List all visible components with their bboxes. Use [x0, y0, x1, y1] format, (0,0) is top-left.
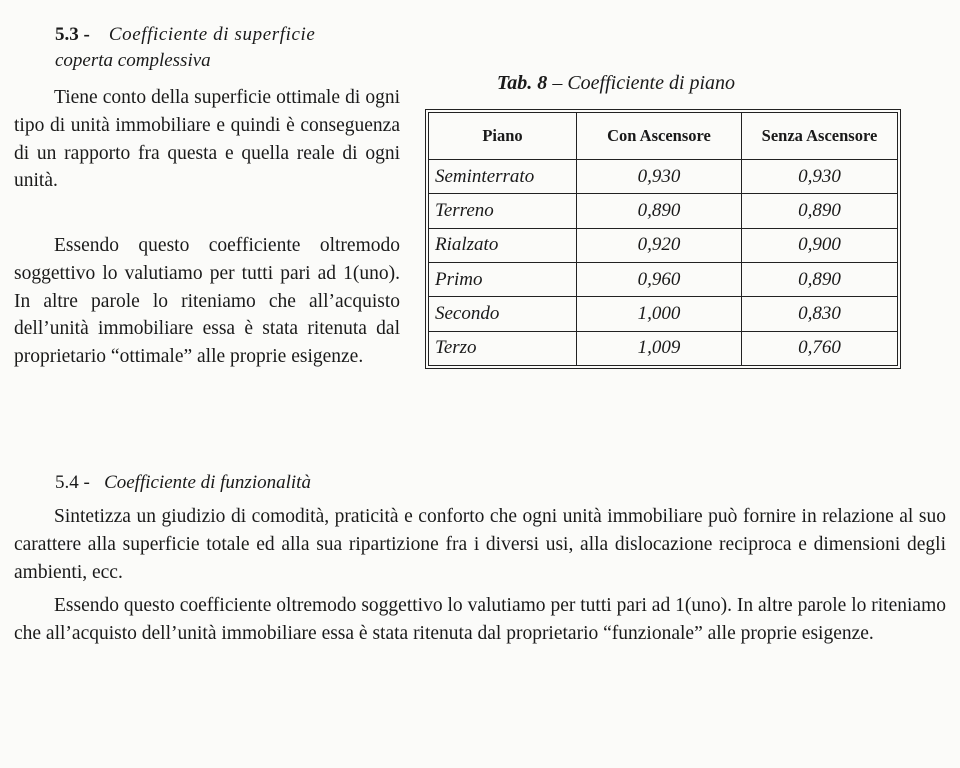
table-header-row — [429, 113, 898, 160]
row-label: Terzo — [429, 331, 577, 365]
table-row — [429, 331, 898, 365]
row-label: Seminterrato — [429, 160, 577, 194]
table-caption — [426, 72, 806, 95]
coefficient-table-grid — [428, 112, 898, 366]
table-label: Tab. 8 — [496, 72, 548, 94]
table-row — [429, 160, 898, 194]
section-number: 5.3 - — [55, 24, 90, 45]
cell-con-ascensore: 0,890 — [577, 194, 742, 228]
cell-senza-ascensore: 0,760 — [742, 331, 898, 365]
table-row — [429, 262, 898, 296]
table-row — [429, 194, 898, 228]
row-label: Terreno — [429, 194, 577, 228]
header-piano: Piano — [429, 113, 577, 160]
cell-senza-ascensore: 0,900 — [742, 228, 898, 262]
row-label: Rialzato — [429, 228, 577, 262]
section-5-4-paragraph-1: Sintetizza un giudizio di comodità, praticità e conforto che ogni unità immobiliare può fornire in relazione al suo carattere alla superficie totale ed alla sua ripartizione fra i diversi usi, alla dislocazione reciproca e dimensioni degli ambienti, ecc. — [14, 506, 946, 583]
section-5-4-heading — [55, 470, 311, 496]
header-senza-ascensore: Senza Ascensore — [742, 113, 898, 160]
section-5-4-paragraph-2: Essendo questo coefficiente oltremodo soggettivo lo valutiamo per tutti pari ad 1(uno). In altre parole lo riteniamo che all’acquisto dell’unità immobiliare essa è stata ritenuta dal proprietario “funzionale” alle proprie esigenze. — [14, 595, 946, 644]
row-label: Primo — [429, 262, 577, 296]
section-title: Coefficiente di funzionalità — [104, 472, 311, 493]
table-row — [429, 228, 898, 262]
cell-con-ascensore: 1,000 — [577, 297, 742, 331]
section-number: 5.4 - — [55, 472, 90, 493]
section-5-3-paragraph-2: Essendo questo coefficiente oltremodo soggettivo lo valutiamo per tutti pari ad 1(uno). In altre parole lo riteniamo che all’acquisto dell’unità immobiliare essa è stata ritenuta dal proprietario “ottimale” alle proprie esigenze. — [14, 235, 400, 368]
row-label: Secondo — [429, 297, 577, 331]
header-con-ascensore: Con Ascensore — [577, 113, 742, 160]
table-title: Coefficiente di piano — [567, 72, 736, 94]
cell-senza-ascensore: 0,930 — [742, 160, 898, 194]
cell-con-ascensore: 0,920 — [577, 228, 742, 262]
cell-con-ascensore: 1,009 — [577, 331, 742, 365]
cell-con-ascensore: 0,960 — [577, 262, 742, 296]
section-5-3-paragraph-1: Tiene conto della superficie ottimale di ogni tipo di unità immobiliare e quindi è conseguenza di un rapporto fra questa e quella reale di ogni unità. — [14, 87, 400, 192]
section-title: Coefficiente di superficie — [108, 24, 316, 45]
cell-senza-ascensore: 0,890 — [742, 194, 898, 228]
section-5-3-heading — [55, 22, 400, 74]
table-row — [429, 297, 898, 331]
cell-senza-ascensore: 0,890 — [742, 262, 898, 296]
section-title-cont: coperta complessiva — [55, 50, 211, 71]
coefficient-table — [425, 109, 901, 369]
caption-separator: – — [547, 72, 568, 94]
cell-senza-ascensore: 0,830 — [742, 297, 898, 331]
cell-con-ascensore: 0,930 — [577, 160, 742, 194]
